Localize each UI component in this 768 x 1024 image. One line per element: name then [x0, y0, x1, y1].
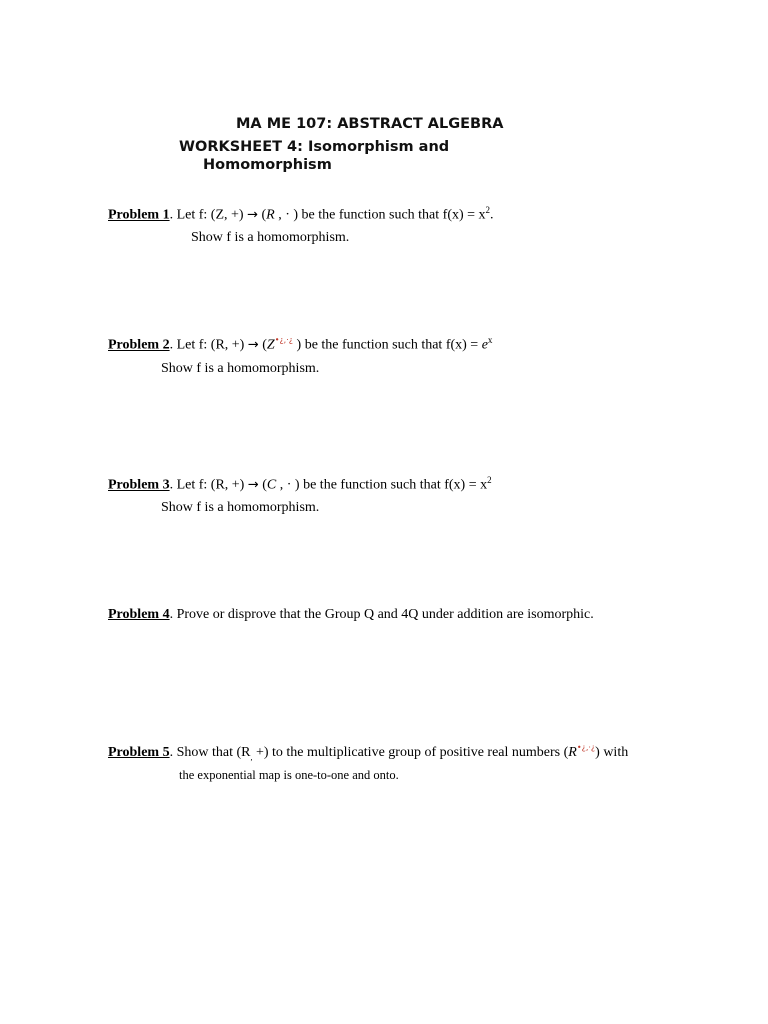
problem-label: Problem 2 — [108, 337, 170, 353]
arrow-icon: → — [247, 207, 258, 223]
problem-2: Problem 2. Let f: (R, +) → (Z•¿,·¿ ) be the function such that $f(x) = e^x$ — [108, 335, 493, 353]
problem-label: Problem 3 — [108, 477, 170, 493]
arrow-icon: → — [247, 337, 259, 353]
problem-4: Problem 4. Prove or disprove that the Group Q and 4Q under addition are isomorphic. — [108, 607, 594, 622]
problem-label: Problem 4 — [108, 607, 170, 622]
problem-3-instruction: Show f is a homomorphism. — [161, 500, 320, 515]
problem-1-instruction: Show f is a homomorphism. — [191, 230, 350, 245]
problem-3: Problem 3. Let f: (R, +) → (C , · ) be the function such that $f(x) = x^2$ — [108, 475, 492, 493]
problem-label: Problem 1 — [108, 207, 170, 223]
arrow-icon: → — [247, 477, 259, 493]
worksheet-subtitle: Homomorphism — [203, 157, 332, 173]
problem-label: Problem 5 — [108, 745, 170, 760]
worksheet-title: WORKSHEET 4: Isomorphism and — [179, 139, 450, 155]
course-title: MA ME 107: ABSTRACT ALGEBRA — [236, 116, 504, 132]
problem-5-continuation: the exponential map is one-to-one and onto. — [179, 768, 399, 782]
problem-1: Problem 1. Let f: (Z, +) → (R , · ) be the function such that $f(x) = x^2$. — [108, 205, 494, 223]
problem-2-instruction: Show f is a homomorphism. — [161, 361, 320, 376]
problem-5: Problem 5. Show that ($R_,$ +) to the multiplicative group of positive real numbers (R•¿,·¿) with — [108, 743, 629, 762]
